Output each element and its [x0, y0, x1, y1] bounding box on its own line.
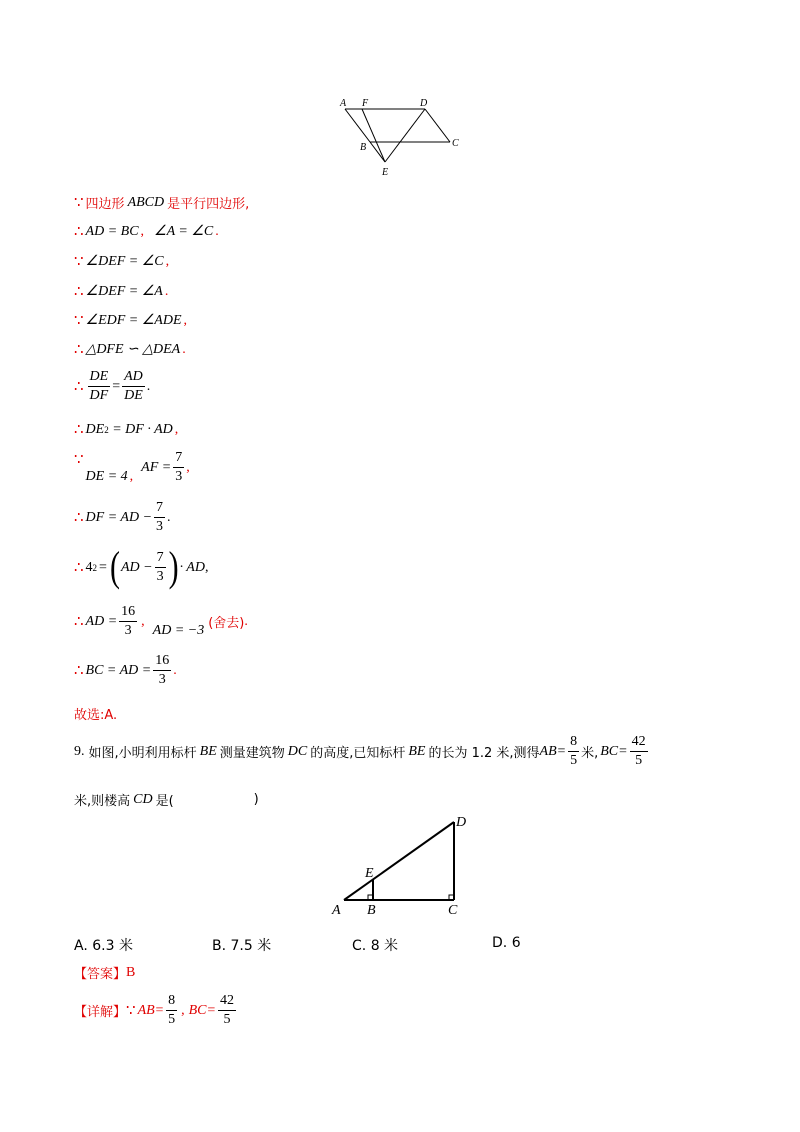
fig2-label-c: C [448, 903, 458, 918]
proof-line-6: ∴ △DFE ∽ △DEA . [74, 341, 186, 358]
fig1-label-f: F [362, 98, 369, 109]
proof-line-10: ∴ DF = AD − $\frac{7}{3}$ . [74, 500, 171, 534]
triangle-figure [330, 810, 475, 920]
fig2-label-a: A [332, 903, 341, 918]
fig1-label-b: B [360, 142, 367, 153]
proof-line-12: ∴ AD = $\frac{16}{3}$ , AD = −3 (舍去) . [74, 604, 248, 638]
fig1-label-d: D [420, 98, 428, 109]
fig1-label-e: E [382, 167, 389, 178]
because-symbol: ∵ [74, 195, 84, 211]
question-9-line-2: 米,则楼高 CD 是( ) [74, 791, 259, 809]
proof-line-5: ∵ ∠EDF = ∠ADE , [74, 312, 188, 329]
fig2-label-e: E [365, 866, 374, 881]
option-b[interactable]: B. 7.5 米 [212, 938, 272, 954]
proof-line-13: ∴ BC = AD = $\frac{16}{3}$ . [74, 653, 177, 687]
fig2-label-b: B [367, 903, 376, 918]
fig1-label-c: C [452, 138, 459, 149]
option-c[interactable]: C. 8 米 [352, 938, 399, 954]
option-a[interactable]: A. 6.3 米 [74, 938, 133, 954]
fig2-label-d: D [456, 815, 467, 830]
answer-choice-line: 故选:A. [74, 708, 118, 723]
fig1-label-a: A [340, 98, 347, 109]
proof-line-7: ∴ $\frac{DE}{DF}$ = $\frac{AD}{DE}$ . [74, 369, 151, 403]
proof-line-4: ∴ ∠DEF = ∠A . [74, 283, 169, 300]
therefore-symbol: ∴ [74, 224, 84, 240]
answer-line: 【答案】 B [74, 964, 136, 982]
parallelogram-figure [330, 92, 470, 182]
option-d[interactable]: D. 6 [492, 935, 521, 951]
proof-line-3: ∵ ∠DEF = ∠C , [74, 253, 170, 270]
proof-line-11: ∴ 4 2 = ( AD − $\frac{7}{3}$ ) · AD , [74, 543, 209, 590]
proof-line-8: ∴ DE 2 = DF · AD , [74, 421, 179, 438]
question-9: 9. 如图,小明利用标杆 BE 测量建筑物 DC 的高度,已知标杆 BE 的长为 1.2 米,测得 AB= $\frac{8}{5}$ 米, BC= $\frac{42}{5}$ [74, 734, 646, 768]
proof-line-1: ∵ 四边形 ABCD 是平行四边形, [74, 194, 250, 212]
proof-line-9: ∵ DE = 4 , AF = $\frac{7}{3}$ , [74, 450, 190, 484]
proof-line-2: ∴ AD = BC , ∠A = ∠C . [74, 223, 219, 240]
detail-line: 【详解】 ∵ AB= $\frac{8}{5}$ , BC= $\frac{42}{5}$ [74, 993, 234, 1027]
